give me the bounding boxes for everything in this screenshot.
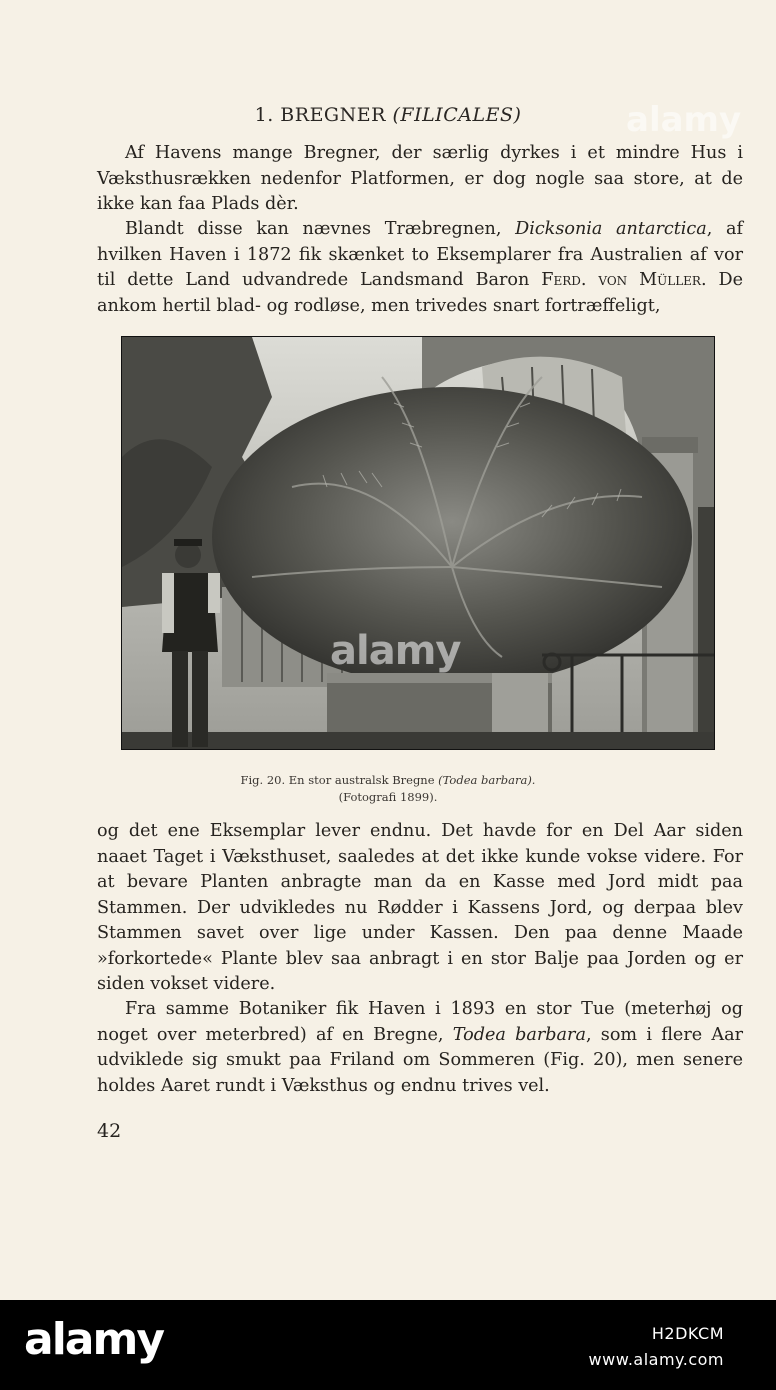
- paragraph-3: og det ene Eksemplar lever endnu. Det havde for en Del Aar siden naaet Taget i Væksthuset, saaledes at det ikke kunde vokse videre. For at bevare Planten anbragte man da en Kasse med Jord midt paa Stammen. Der udvikledes nu Rødder i Kassens Jord, og derpaa blev Stammen savet over lige under Kassen. Den paa denne Maade »forkortede« Plante blev saa anbragt i en stor Balje paa Jorden og er siden vokset videre.: [97, 821, 743, 994]
- paragraph-1: [97, 141, 743, 218]
- caption-text: Fig. 20. En stor australsk Bregne: [240, 773, 439, 787]
- image-watermark: alamy: [330, 628, 461, 674]
- paragraph-1-text: Af Havens mange Bregner, der særlig dyrkes i et mindre Hus i Væksthusrækken nedenfor Platformen, er dog nogle saa store, at de ikke kan faa Plads dèr.: [97, 143, 743, 214]
- species-dicksonia: Dicksonia antarctica: [515, 219, 707, 239]
- paragraph-2: [97, 217, 743, 319]
- paragraph-2-text-b: , af hvilken Haven i 1872 fik skænket to Eksemplarer fra Australien af vor til dette Land udvandrede Landsmand Baron: [97, 219, 743, 290]
- caption-line-2: (Fotografi 1899).: [338, 790, 438, 804]
- top-watermark: alamy: [626, 100, 742, 140]
- figure-caption: [0, 772, 776, 806]
- paragraph-2-text-a: Blandt disse kan nævnes Træbregnen,: [125, 219, 516, 239]
- heading-latin: (FILICALES): [392, 104, 522, 126]
- caption-species: (Todea barbara).: [438, 773, 536, 787]
- heading-title: BREGNER: [280, 104, 386, 126]
- fern-photograph: [121, 336, 715, 750]
- paragraph-2-text-c: . De ankom hertil blad- og rodløse, men trivedes snart fortræffeligt,: [97, 270, 743, 316]
- paragraph-4-text-b: , som i flere Aar udviklede sig smukt paa Friland om Sommeren (Fig. 20), men senere holdes Aaret rundt i Væksthus og endnu trives vel.: [97, 1024, 744, 1096]
- stock-logo: alamy: [24, 1314, 163, 1365]
- stock-footer-bar: [0, 1300, 776, 1390]
- heading-number: 1.: [254, 104, 274, 126]
- species-todea: Todea barbara: [452, 1024, 586, 1045]
- stock-url[interactable]: www.alamy.com: [588, 1350, 724, 1369]
- person-name: Ferd. von Müller: [541, 270, 701, 290]
- page-number: 42: [97, 1120, 122, 1142]
- image-id: H2DKCM: [651, 1324, 724, 1343]
- caption-line-1: [0, 772, 776, 789]
- section-heading: [0, 104, 776, 126]
- paragraph-4-text-a: Fra samme Botaniker fik Haven i 1893 en stor Tue (meterhøj og noget over meterbred) af en Bregne,: [97, 999, 743, 1045]
- paragraph-4: [97, 997, 743, 1099]
